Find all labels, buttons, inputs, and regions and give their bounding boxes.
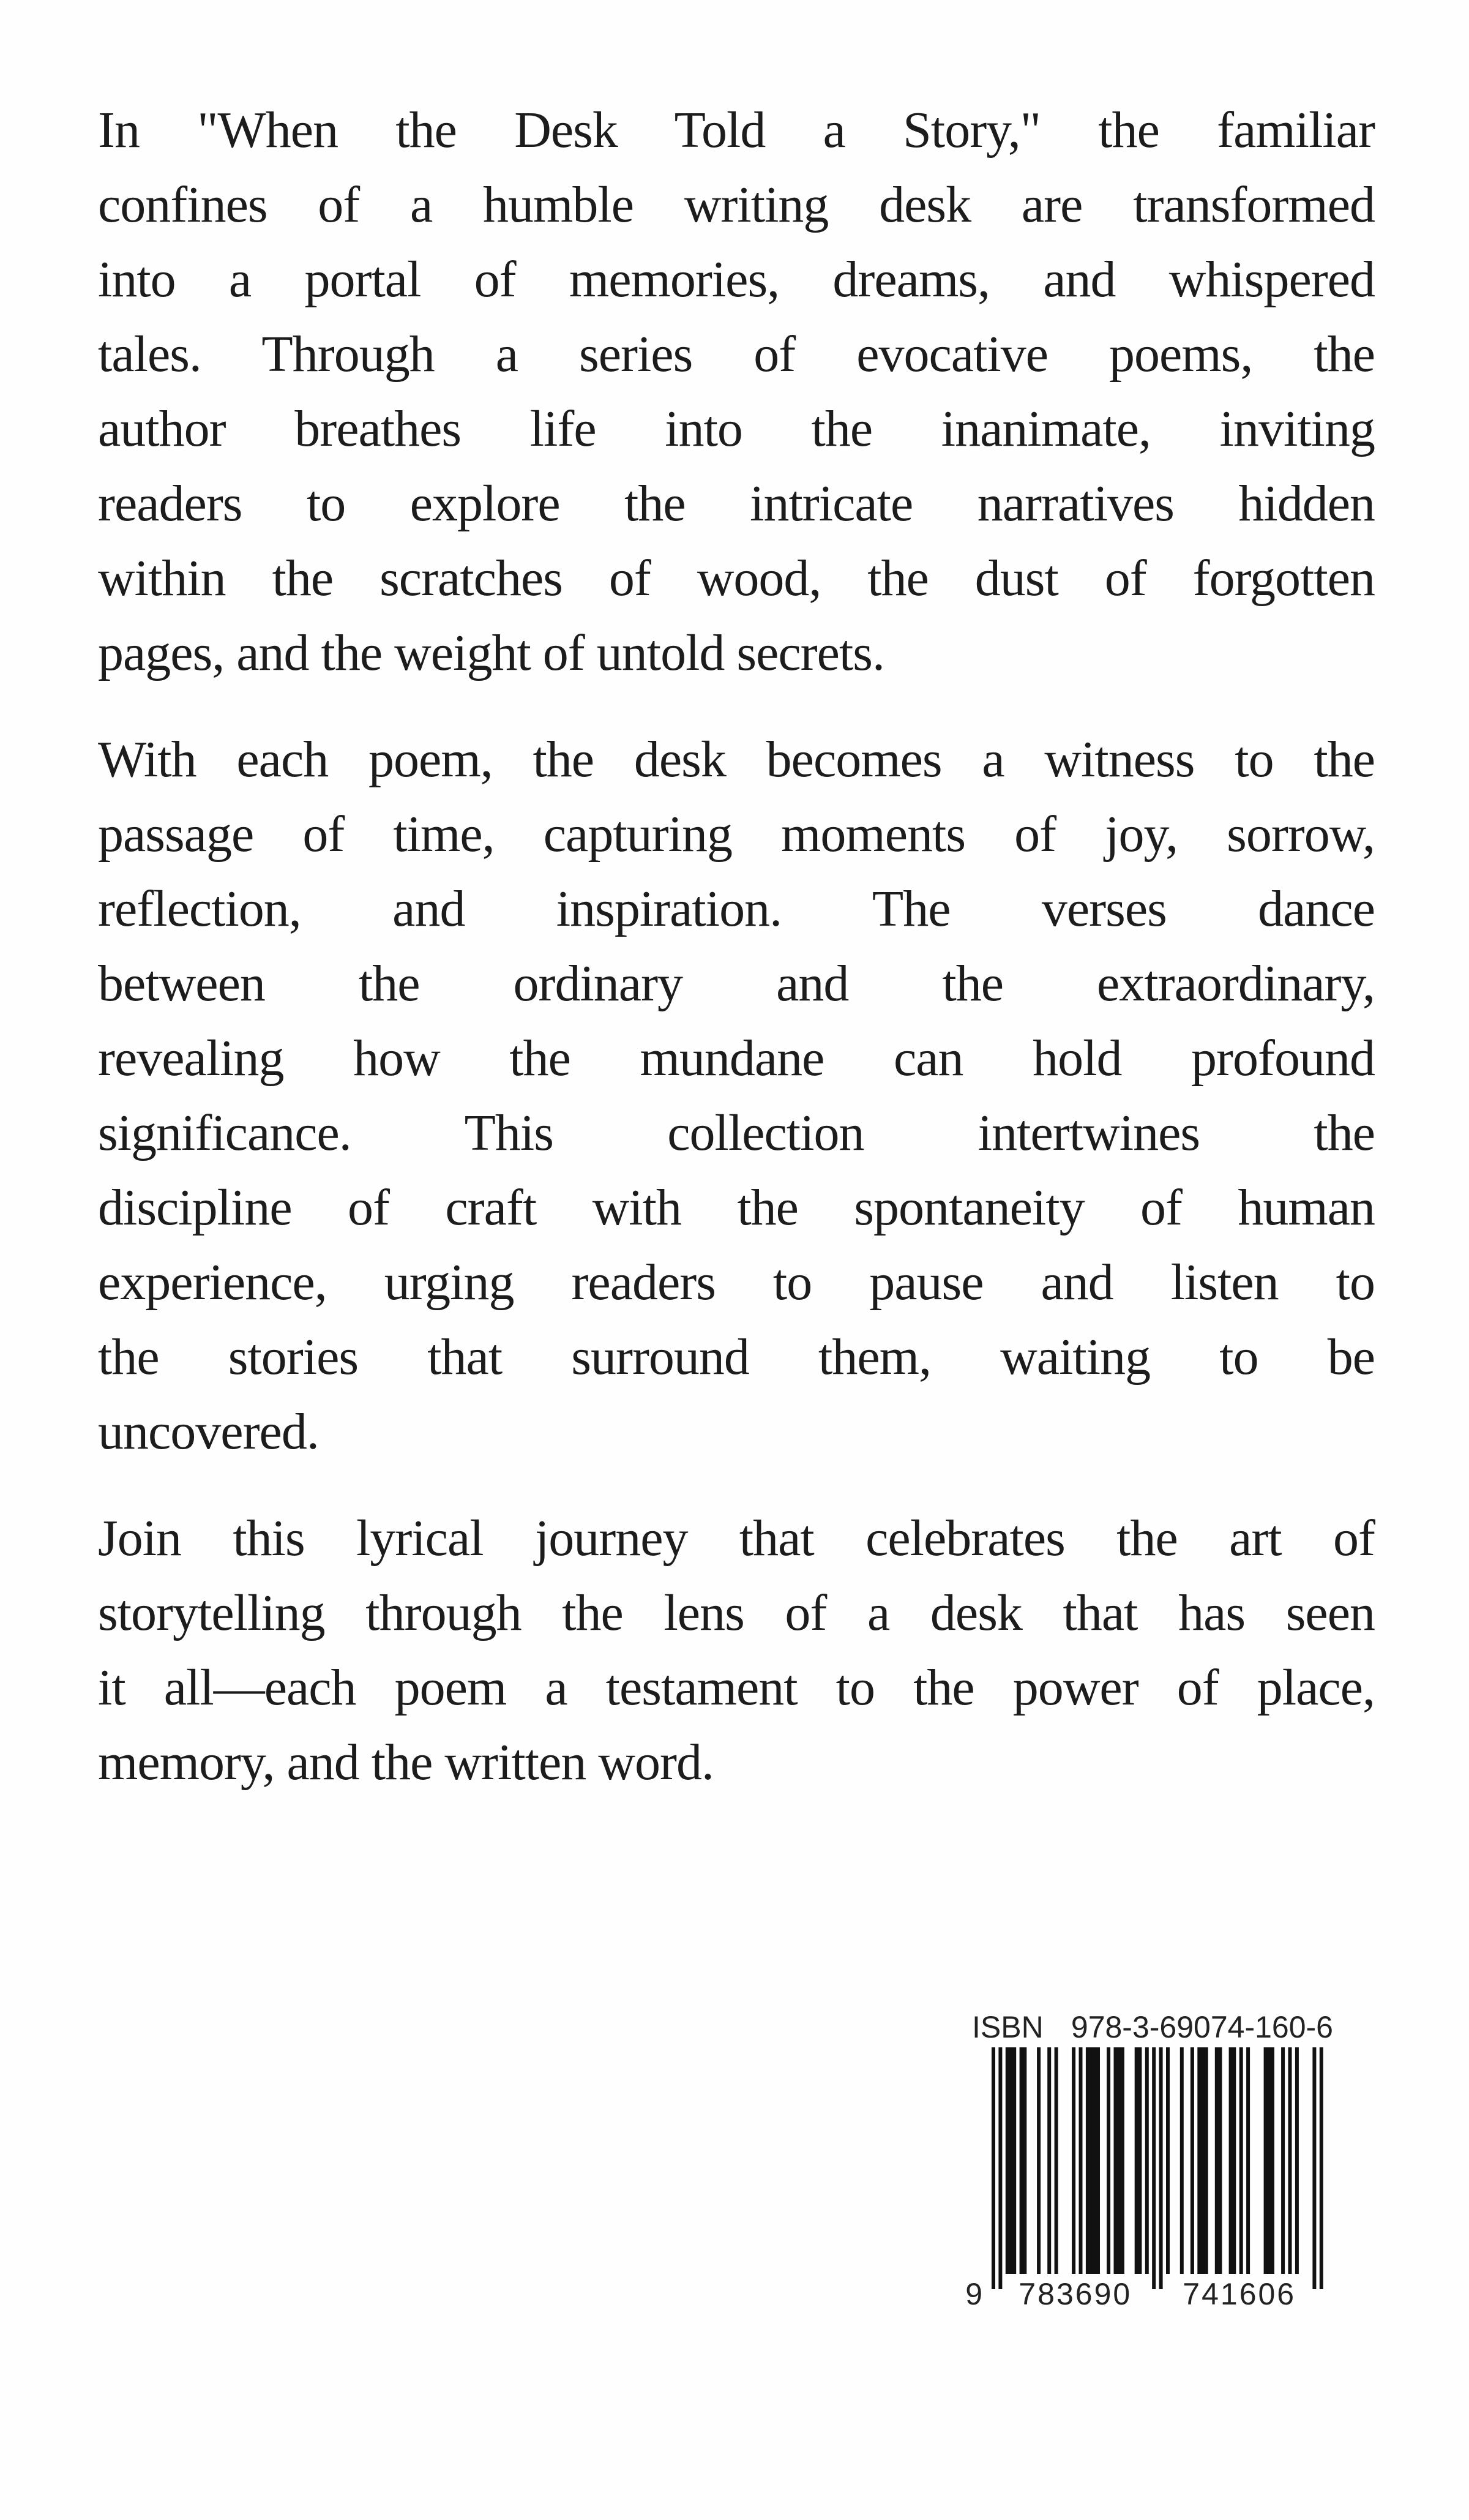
barcode-bar: [1166, 2047, 1170, 2274]
text-line-content: memory, and the written word.: [98, 1734, 714, 1791]
text-line-content: experience, urging readers to pause and listen to: [98, 1254, 1375, 1311]
text-line: [98, 1245, 1375, 1320]
isbn-barcode: [960, 2047, 1351, 2317]
barcode-digits-right: 741606: [1183, 2277, 1296, 2311]
barcode-bar: [1239, 2047, 1243, 2274]
barcode-bar: [1219, 2047, 1222, 2274]
text-line-content: revealing how the mundane can hold profound: [98, 1030, 1375, 1087]
text-line-content: confines of a humble writing desk are transformed: [98, 176, 1375, 233]
text-line: [98, 467, 1375, 541]
text-line: [98, 797, 1375, 872]
barcode-bar: [1320, 2047, 1323, 2289]
barcode-bar: [1079, 2047, 1083, 2274]
text-line: [98, 1725, 1375, 1800]
text-line: [98, 1021, 1375, 1096]
barcode-bar: [1055, 2047, 1058, 2274]
paragraph: [98, 1501, 1375, 1800]
barcode-bar: [1264, 2047, 1268, 2274]
text-line-content: passage of time, capturing moments of joy, sorrow,: [98, 806, 1375, 863]
text-line-content: the stories that surround them, waiting to be: [98, 1329, 1375, 1386]
barcode-bar: [1023, 2047, 1026, 2274]
barcode-bar: [1117, 2047, 1121, 2274]
barcode-bar: [1197, 2047, 1201, 2274]
text-line-content: between the ordinary and the extraordinary,: [98, 955, 1375, 1012]
text-line: [98, 872, 1375, 947]
text-line-content: tales. Through a series of evocative poems, the: [98, 326, 1375, 383]
text-line: [98, 1096, 1375, 1171]
text-line: [98, 541, 1375, 616]
barcode-bar: [1201, 2047, 1205, 2274]
text-line-content: it all—each poem a testament to the power of place,: [98, 1659, 1375, 1716]
isbn-label: ISBN 978-3-69074-160-6: [972, 2010, 1333, 2044]
text-line: [98, 242, 1375, 317]
barcode-bar: [1145, 2047, 1149, 2274]
barcode-bar: [1229, 2047, 1233, 2274]
text-line: [98, 722, 1375, 797]
text-line: [98, 616, 1375, 691]
text-line-content: author breathes life into the inanimate, inviting: [98, 400, 1375, 457]
barcode-bar: [1020, 2047, 1023, 2274]
barcode-digits-left: 783690: [1019, 2277, 1132, 2311]
barcode-bar: [992, 2047, 995, 2289]
barcode-bar: [1090, 2047, 1093, 2274]
text-line: [98, 1576, 1375, 1651]
text-line-content: pages, and the weight of untold secrets.: [98, 624, 884, 681]
text-line: [98, 93, 1375, 168]
text-line-content: uncovered.: [98, 1403, 319, 1460]
barcode-bar: [1107, 2047, 1110, 2274]
barcode-bar: [1281, 2047, 1285, 2274]
barcode-bar: [1047, 2047, 1051, 2274]
barcode-bar: [1006, 2047, 1009, 2274]
barcode-bar: [998, 2047, 1002, 2289]
text-line-content: With each poem, the desk becomes a witness to the: [98, 731, 1375, 788]
barcode-bar: [1121, 2047, 1124, 2274]
text-line-content: storytelling through the lens of a desk that has seen: [98, 1584, 1375, 1641]
text-line: [98, 1501, 1375, 1576]
paragraph: [98, 722, 1375, 1469]
text-line-content: within the scratches of wood, the dust of forgotten: [98, 550, 1375, 607]
text-line-content: Join this lyrical journey that celebrates the art of: [98, 1510, 1375, 1567]
barcode-bar: [1295, 2047, 1299, 2274]
barcode-bar: [1271, 2047, 1274, 2274]
barcode-bar: [1312, 2047, 1316, 2289]
barcode-bar: [1012, 2047, 1016, 2274]
barcode-bar: [1135, 2047, 1138, 2274]
barcode-bar: [1267, 2047, 1271, 2274]
barcode-bar: [1159, 2047, 1163, 2289]
text-line-content: readers to explore the intricate narratives hidden: [98, 475, 1375, 532]
text-line-content: into a portal of memories, dreams, and whispered: [98, 251, 1375, 308]
text-line: [98, 1320, 1375, 1395]
barcode-bar: [1215, 2047, 1219, 2274]
barcode-bar: [1114, 2047, 1118, 2274]
barcode-bar: [1009, 2047, 1013, 2274]
barcode-bar: [1246, 2047, 1250, 2274]
text-line-content: In "When the Desk Told a Story," the familiar: [98, 102, 1375, 159]
barcode-bar: [1093, 2047, 1096, 2274]
barcode-bar: [1096, 2047, 1100, 2274]
text-line-content: discipline of craft with the spontaneity of human: [98, 1179, 1375, 1236]
barcode-bar: [1205, 2047, 1208, 2274]
text-line: [98, 947, 1375, 1021]
barcode-bar: [1037, 2047, 1041, 2274]
barcode-digit-prefix: 9: [965, 2277, 984, 2311]
text-line: [98, 168, 1375, 242]
barcode-bar: [1180, 2047, 1184, 2274]
text-line: [98, 317, 1375, 392]
blurb: [98, 93, 1375, 1832]
paragraph: [98, 93, 1375, 691]
barcode-bar: [1288, 2047, 1292, 2274]
text-line: [98, 1651, 1375, 1725]
text-line: [98, 392, 1375, 467]
text-line-content: significance. This collection intertwines the: [98, 1104, 1375, 1161]
barcode-bar: [1072, 2047, 1075, 2274]
barcode-bar: [1138, 2047, 1142, 2274]
barcode-bar: [1232, 2047, 1236, 2274]
text-line-content: reflection, and inspiration. The verses dance: [98, 880, 1375, 937]
text-line: [98, 1171, 1375, 1245]
barcode-bar: [1191, 2047, 1194, 2274]
barcode-bar: [1086, 2047, 1090, 2274]
barcode-bar: [1152, 2047, 1156, 2289]
text-line: [98, 1395, 1375, 1469]
